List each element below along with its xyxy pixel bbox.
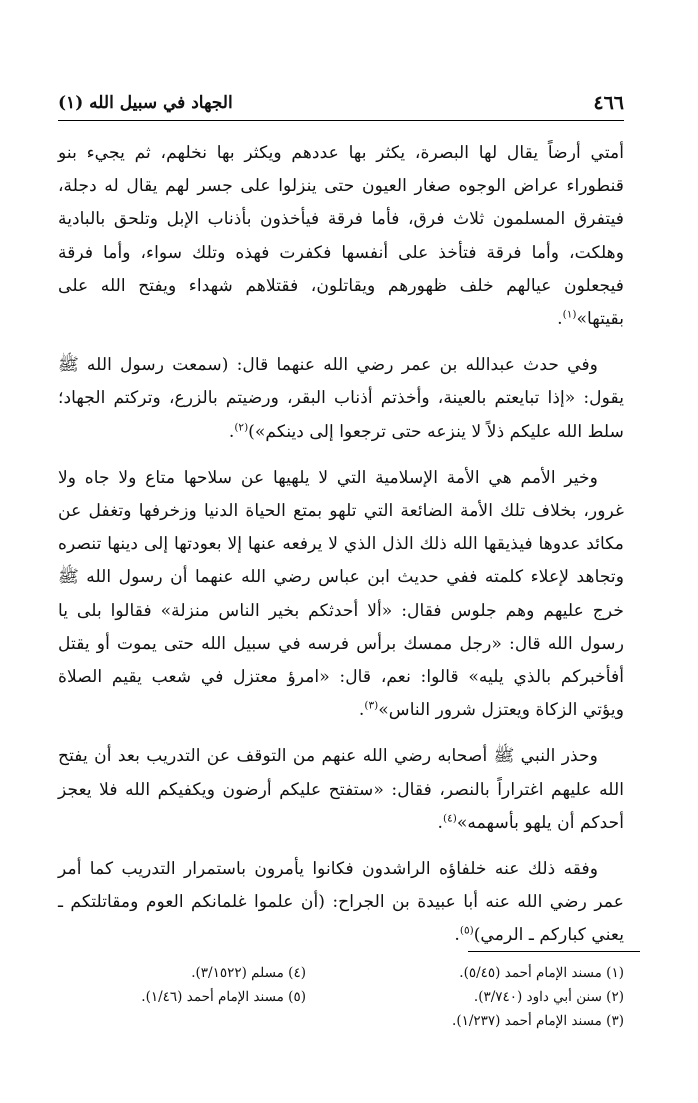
paragraph-tail: . [437, 812, 444, 833]
footnote-ref: (١) [562, 308, 577, 321]
page-number: ٤٦٦ [593, 92, 624, 114]
body-text [58, 137, 624, 966]
footnote-3: (٣) مسند الإمام أحمد (١/٢٣٧). [452, 1013, 624, 1029]
footnote-ref: (٤) [443, 812, 457, 825]
paragraph-text: وحذر النبي ﷺ أصحابه رضي الله عنهم من التوقف عن التدريب بعد أن يفتح الله عليهم اغتراراً بالنصر، فقال: «ستفتح عليكم أرضون ويكفيكم الله فلا يعجز أحدكم أن يلهو بأسهمه» [58, 746, 624, 833]
paragraph-tail: . [454, 925, 460, 946]
footnote-4: (٤) مسلم (٣/١٥٢٢). [191, 965, 306, 981]
footnote-2: (٢) سنن أبي داود (٣/٧٤٠). [473, 989, 624, 1005]
paragraph-text: وخير الأمم هي الأمة الإسلامية التي لا يلهيها عن سلاحها متاع ولا جاه ولا غرور، بخلاف تلك الأمة الضائعة التي تلهو بمتع الحياة الدنيا وزخرفها وتغفل عن مكائد عدوها فيذيقها الله ذلك الذل الذي لا يرفعه عنها إلا بعودتها إلى دينها تنصره وتجاهد لإعلاء كلمته ففي حديث ابن عباس رضي الله عنهما أن رسول الله ﷺ خرج عليهم وهم جلوس فقال: «ألا أحدثكم بخير الناس منزلة» فقالوا بلى يا رسول الله قال: «رجل ممسك برأس فرسه في سبيل الله حتى يموت أو يقتل أفأخبركم بالذي يليه» قالوا: نعم، قال: «امرؤ معتزل في شعب يقيم الصلاة ويؤتي الزكاة ويعتزل شرور الناس» [58, 467, 624, 721]
paragraph-text: وفي حدث عبدالله بن عمر رضي الله عنهما قال: (سمعت رسول الله ﷺ يقول: «إذا تبايعتم بالعينة، وأخذتم أذناب البقر، ورضيتم بالزرع، وتركتم الجهاد؛ سلط الله عليكم ذلاً لا ينزعه حتى ترجعوا إلى دينكم») [58, 355, 624, 442]
footnote-ref: (٣) [364, 699, 379, 712]
footnote-ref: (٥) [459, 924, 474, 937]
paragraph-tail: . [358, 700, 365, 721]
footnote-5: (٥) مسند الإمام أحمد (١/٤٦). [141, 989, 306, 1005]
running-title: الجهاد في سبيل الله (١) [58, 93, 233, 113]
paragraph-text: أمتي أرضاً يقال لها البصرة، يكثر بها عددهم ويكثر بها نخلهم، ثم يجيء بنو قنطوراء عراض الوجوه صغار العيون حتى ينزلوا على جسر لهم يقال له دجلة، فيتفرق المسلمون ثلاث فرق، فأما فرقة فيأخذون بأذناب الإبل وتلحق بالبادية وهلكت، وأما فرقة فتأخذ على أنفسها فكفرت فهذه وتلك سواء، وأما فرقة فيجعلون عيالهم خلف ظهورهم ويقاتلون، فقتلاهم شهداء ويفتح الله على بقيتها» [58, 143, 624, 330]
footnote-ref: (٢) [234, 420, 249, 433]
footnote-1: (١) مسند الإمام أحمد (٥/٤٥). [459, 965, 624, 981]
paragraph-5 [58, 853, 624, 953]
paragraph-tail: . [228, 421, 235, 442]
paragraph-1 [58, 137, 624, 336]
paragraph-2 [58, 349, 624, 449]
page-header [58, 90, 624, 121]
paragraph-3 [58, 462, 624, 728]
footnotes-column-right [334, 961, 624, 1033]
footnote-separator [468, 951, 640, 952]
paragraph-4 [58, 740, 624, 840]
paragraph-text: وفقه ذلك عنه خلفاؤه الراشدون فكانوا يأمرون باستمرار التدريب كما أمر عمر رضي الله عنه أبا عبيدة بن الجراح: (أن علموا غلمانكم العوم ومقاتلتكم ـ يعني كباركم ـ الرمي) [58, 859, 624, 946]
paragraph-tail: . [557, 309, 563, 330]
footnotes-column-left [56, 961, 306, 1009]
